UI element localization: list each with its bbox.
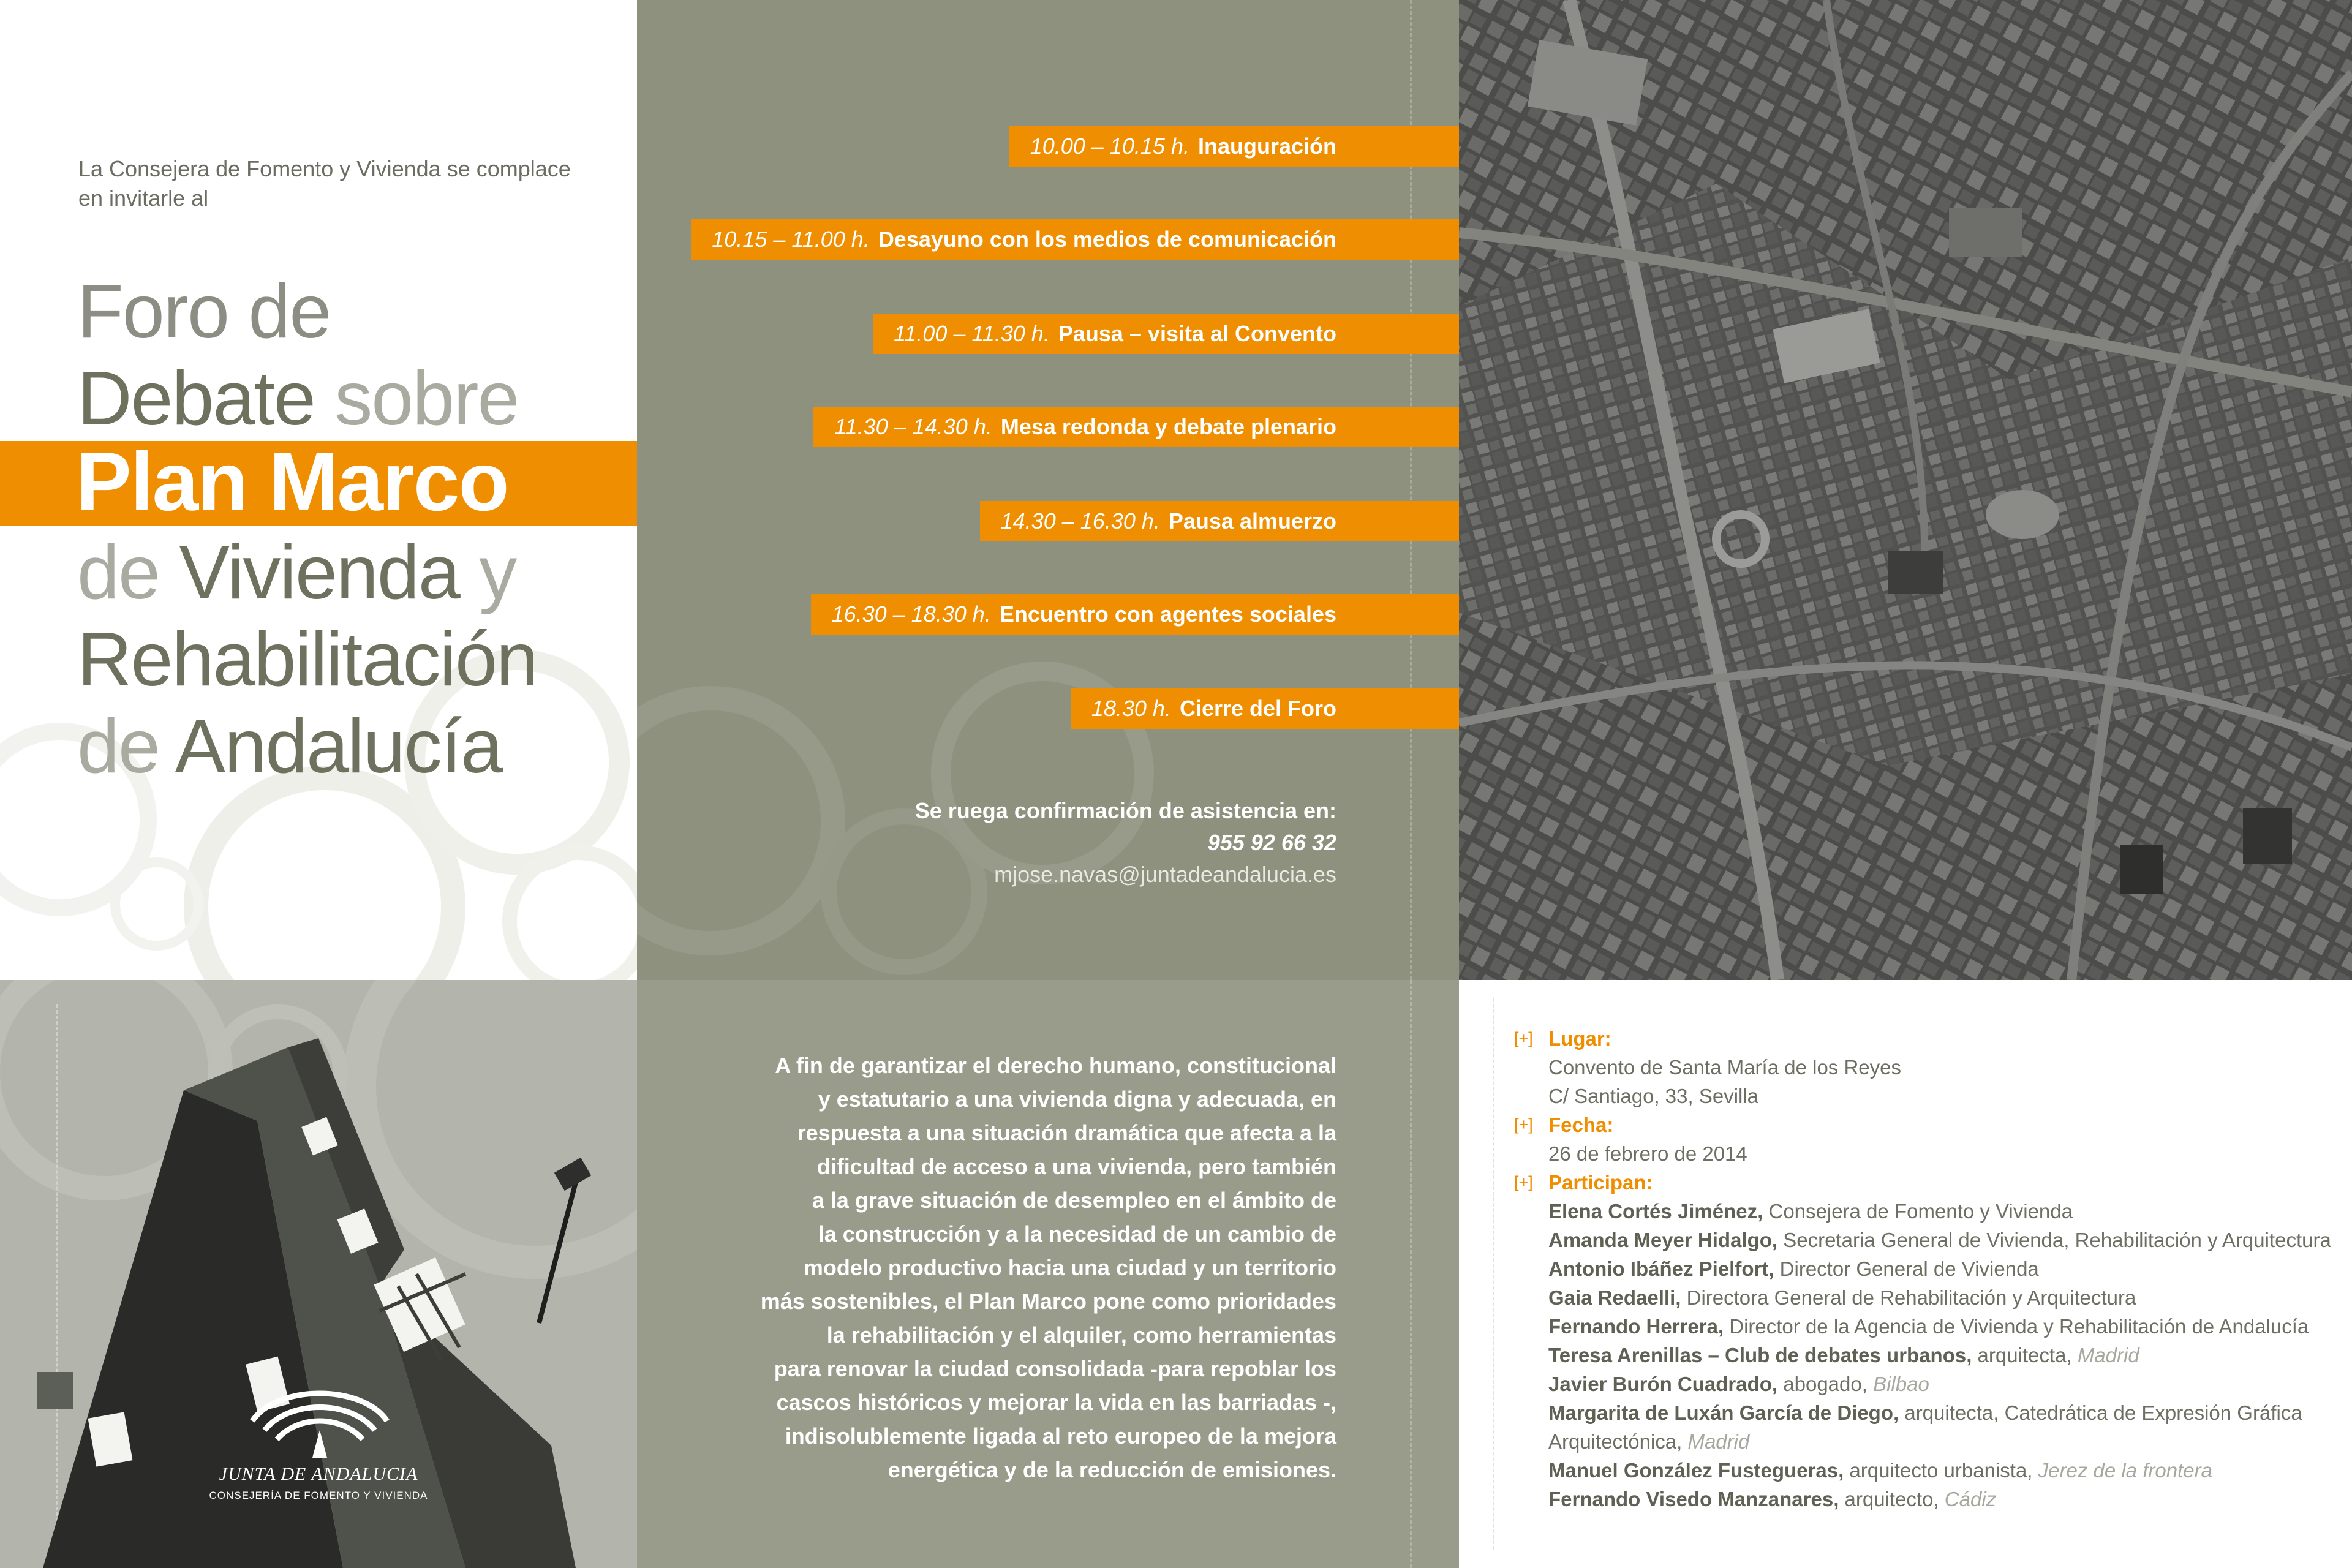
title-line (77, 268, 537, 355)
participant-city: Madrid (2077, 1344, 2139, 1366)
participant-item (1514, 1398, 2347, 1427)
schedule-time: 11.30 – 14.30 h. (834, 414, 992, 439)
rsvp-email[interactable]: mjose.navas@juntadeandalucia.es (994, 862, 1336, 887)
participant-item (1514, 1283, 2347, 1312)
venue-address: C/ Santiago, 33, Sevilla (1548, 1085, 1759, 1107)
schedule-time: 10.00 – 10.15 h. (1030, 134, 1189, 159)
participant-role: Director General de Vivienda (1774, 1257, 2039, 1280)
participant-item (1514, 1427, 2347, 1456)
plus-icon: [+] (1514, 1115, 1533, 1134)
schedule-item (691, 219, 1459, 260)
intro-line: A fin de garantizar el derecho humano, constitucional (775, 1053, 1336, 1078)
participants-label: Participan: (1548, 1171, 1653, 1194)
intro-line: cascos históricos y mejorar la vida en las barriadas -, (776, 1390, 1336, 1415)
building-photo (0, 980, 637, 1568)
invitation-line: en invitarle al (78, 186, 209, 211)
logo-department: CONSEJERÍA DE FOMENTO Y VIVIENDA (209, 1490, 428, 1501)
participant-name: Manuel González Fustegueras, (1548, 1459, 1844, 1482)
aerial-map-graphic (1459, 0, 2352, 980)
intro-line: respuesta a una situación dramática que afecta a la (797, 1120, 1336, 1145)
participant-city: Cádiz (1944, 1488, 1997, 1510)
schedule-label: Encuentro con agentes sociales (999, 601, 1336, 627)
intro-line: indisolublemente ligada al reto europeo de la mejora (785, 1423, 1336, 1449)
participant-role: abogado, (1777, 1373, 1874, 1395)
date-label: Fecha: (1548, 1114, 1614, 1136)
schedule-item (813, 407, 1459, 447)
intro-line: energética y de la reducción de emisiones. (888, 1457, 1336, 1482)
rsvp-block (915, 795, 1336, 891)
title-text: de (77, 530, 179, 615)
schedule-time: 16.30 – 18.30 h. (831, 601, 991, 627)
participant-city: Madrid (1687, 1430, 1750, 1453)
schedule-label: Desayuno con los medios de comunicación (878, 227, 1336, 252)
participant-name: Elena Cortés Jiménez, (1548, 1200, 1763, 1223)
intro-line: dificultad de acceso a una vivienda, pero también (816, 1154, 1336, 1179)
participant-city: Jerez de la frontera (2038, 1459, 2212, 1482)
event-info (1514, 1024, 2347, 1513)
participant-name: Amanda Meyer Hidalgo, (1548, 1229, 1778, 1251)
junta-andalucia-logo (184, 1464, 453, 1502)
participants-row (1514, 1168, 2347, 1197)
participant-role: arquitecto urbanista, (1844, 1459, 2038, 1482)
title-text: Foro de (77, 270, 331, 354)
title-text: y (459, 530, 516, 615)
participant-item (1514, 1312, 2347, 1341)
participant-role: arquitecta, (1972, 1344, 2078, 1366)
page-title (77, 268, 537, 790)
participant-name: Antonio Ibáñez Pielfort, (1548, 1257, 1774, 1280)
participant-item (1514, 1254, 2347, 1283)
schedule-item (1071, 688, 1459, 729)
schedule-time: 10.15 – 11.00 h. (712, 227, 870, 252)
title-text: sobre (314, 356, 519, 441)
schedule-item (1009, 126, 1459, 167)
decorative-circle (637, 686, 845, 956)
rsvp-heading: Se ruega confirmación de asistencia en: (914, 798, 1336, 823)
participant-name: Margarita de Luxán García de Diego, (1548, 1401, 1899, 1424)
participant-role: arquitecta, Catedrática de Expresión Gráfica (1899, 1401, 2302, 1424)
plus-icon: [+] (1514, 1029, 1533, 1047)
venue-address-row (1514, 1082, 2347, 1110)
venue-label: Lugar: (1548, 1027, 1611, 1050)
intro-line: para renovar la ciudad consolidada -para repoblar los (774, 1356, 1336, 1381)
invitation-text (78, 154, 617, 213)
intro-line: la construcción y a la necesidad de un cambio de (818, 1221, 1336, 1246)
schedule-label: Pausa almuerzo (1168, 508, 1336, 533)
intro-line: a la grave situación de desempleo en el ámbito de (812, 1188, 1336, 1213)
plus-icon: [+] (1514, 1173, 1533, 1191)
participant-role: Secretaria General de Vivienda, Rehabilitación y Arquitectura (1777, 1229, 2331, 1251)
title-panel (0, 0, 637, 980)
participant-item (1514, 1456, 2347, 1485)
title-line (77, 355, 537, 442)
participant-name: Fernando Herrera, (1548, 1315, 1724, 1338)
title-line (77, 703, 537, 790)
participant-item (1514, 1485, 2347, 1513)
intro-panel (637, 980, 1459, 1568)
schedule-item (811, 594, 1459, 635)
fold-line (1410, 980, 1412, 1568)
schedule-label: Inauguración (1197, 134, 1336, 159)
participant-name: Teresa Arenillas – Club de debates urbanos, (1548, 1344, 1972, 1366)
participant-role: Director de la Agencia de Vivienda y Rehabilitación de Andalucía (1724, 1315, 2309, 1338)
participant-name: Gaia Redaelli, (1548, 1286, 1681, 1309)
title-line (77, 529, 537, 616)
schedule-label: Pausa – visita al Convento (1058, 321, 1336, 346)
participant-role: Consejera de Fomento y Vivienda (1763, 1200, 2073, 1223)
intro-line: modelo productivo hacia una ciudad y un territorio (803, 1255, 1336, 1280)
event-info-panel (1459, 980, 2352, 1568)
title-text: Andalucía (175, 704, 502, 789)
intro-line: la rehabilitación y el alquiler, como herramientas (826, 1322, 1336, 1348)
participant-item (1514, 1226, 2347, 1254)
venue-row (1514, 1024, 2347, 1053)
schedule-time: 14.30 – 16.30 h. (1000, 508, 1160, 533)
title-text: Vivienda (179, 530, 459, 615)
participant-item (1514, 1370, 2347, 1398)
aerial-city-image (1459, 0, 2352, 980)
junta-andalucia-logo-icon (240, 1372, 399, 1464)
venue-name-row (1514, 1053, 2347, 1082)
logo-name: JUNTA DE ANDALUCIA (219, 1464, 418, 1484)
date-row (1514, 1110, 2347, 1139)
participant-role: Arquitectónica, (1548, 1430, 1688, 1453)
participant-name: Fernando Visedo Manzanares, (1548, 1488, 1839, 1510)
title-line (77, 616, 537, 703)
intro-line: más sostenibles, el Plan Marco pone como prioridades (760, 1289, 1336, 1314)
participant-item (1514, 1341, 2347, 1370)
title-text: Debate (77, 356, 315, 441)
schedule-item (980, 501, 1459, 541)
participant-role: Directora General de Rehabilitación y Arquitectura (1681, 1286, 2136, 1309)
title-text: de (77, 704, 175, 789)
intro-paragraph (675, 1049, 1336, 1487)
participant-role: arquitecto, (1839, 1488, 1945, 1510)
rsvp-phone[interactable]: 955 92 66 32 (1207, 830, 1336, 855)
schedule-label: Cierre del Foro (1179, 696, 1336, 721)
date-value-row (1514, 1139, 2347, 1168)
participant-name: Javier Burón Cuadrado, (1548, 1373, 1778, 1395)
schedule-time: 11.00 – 11.30 h. (893, 321, 1050, 346)
schedule-label: Mesa redonda y debate plenario (1000, 414, 1336, 439)
fold-line (1493, 998, 1494, 1550)
invitation-line: La Consejera de Fomento y Vivienda se complace (78, 156, 571, 181)
schedule-time: 18.30 h. (1091, 696, 1171, 721)
participant-item (1514, 1197, 2347, 1226)
schedule-item (873, 314, 1459, 354)
title-plan-marco: Plan Marco (76, 435, 508, 528)
venue-name: Convento de Santa María de los Reyes (1548, 1056, 1902, 1079)
participant-city: Bilbao (1873, 1373, 1929, 1395)
title-text: Rehabilitación (77, 617, 537, 702)
schedule-panel (637, 0, 1459, 980)
date-value: 26 de febrero de 2014 (1548, 1142, 1747, 1165)
decorative-circle (110, 858, 203, 951)
intro-line: y estatutario a una vivienda digna y adecuada, en (818, 1087, 1336, 1112)
